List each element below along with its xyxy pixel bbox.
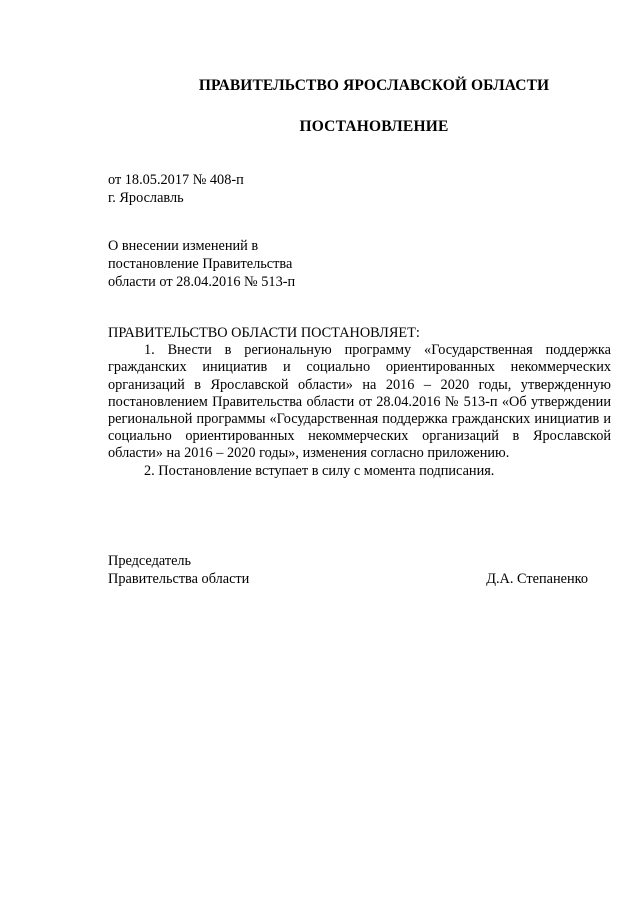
document-meta — [108, 171, 244, 207]
preamble: ПРАВИТЕЛЬСТВО ОБЛАСТИ ПОСТАНОВЛЯЕТ: — [108, 325, 420, 341]
signatory-position: Правительства области — [108, 571, 250, 587]
signatory-name: Д.А. Степаненко — [486, 571, 588, 587]
document-type-title: ПОСТАНОВЛЕНИЕ — [299, 118, 449, 135]
subject-line: О внесении изменений в — [108, 238, 259, 254]
resolution-item-1: 1. Внести в региональную программу «Государственная поддержка гражданских инициатив и социально ориентированных некоммерческих организаций в Ярославской области» на 2016 – 2020 годы, утвержденную постановлением Правительства области от 28.04.2016 № 513-п «Об утверждении региональной программы «Государственная поддержка гражданских инициатив и социально ориентированных некоммерческих организаций в Ярославской области» на 2016 – 2020 годы», изменения согласно приложению. — [108, 342, 611, 462]
subject-line: области от 28.04.2016 № 513-п — [108, 274, 296, 290]
subject-line: постановление Правительства — [108, 256, 293, 272]
date-number: от 18.05.2017 № 408-п — [108, 172, 244, 188]
resolution-item-2: 2. Постановление вступает в силу с момента подписания. — [144, 462, 495, 479]
organization-title: ПРАВИТЕЛЬСТВО ЯРОСЛАВСКОЙ ОБЛАСТИ — [198, 77, 550, 94]
signature-block — [108, 552, 588, 588]
document-body — [108, 325, 611, 480]
signatory-position: Председатель — [108, 553, 192, 569]
document-subject — [108, 237, 295, 291]
city: г. Ярославль — [108, 190, 184, 206]
